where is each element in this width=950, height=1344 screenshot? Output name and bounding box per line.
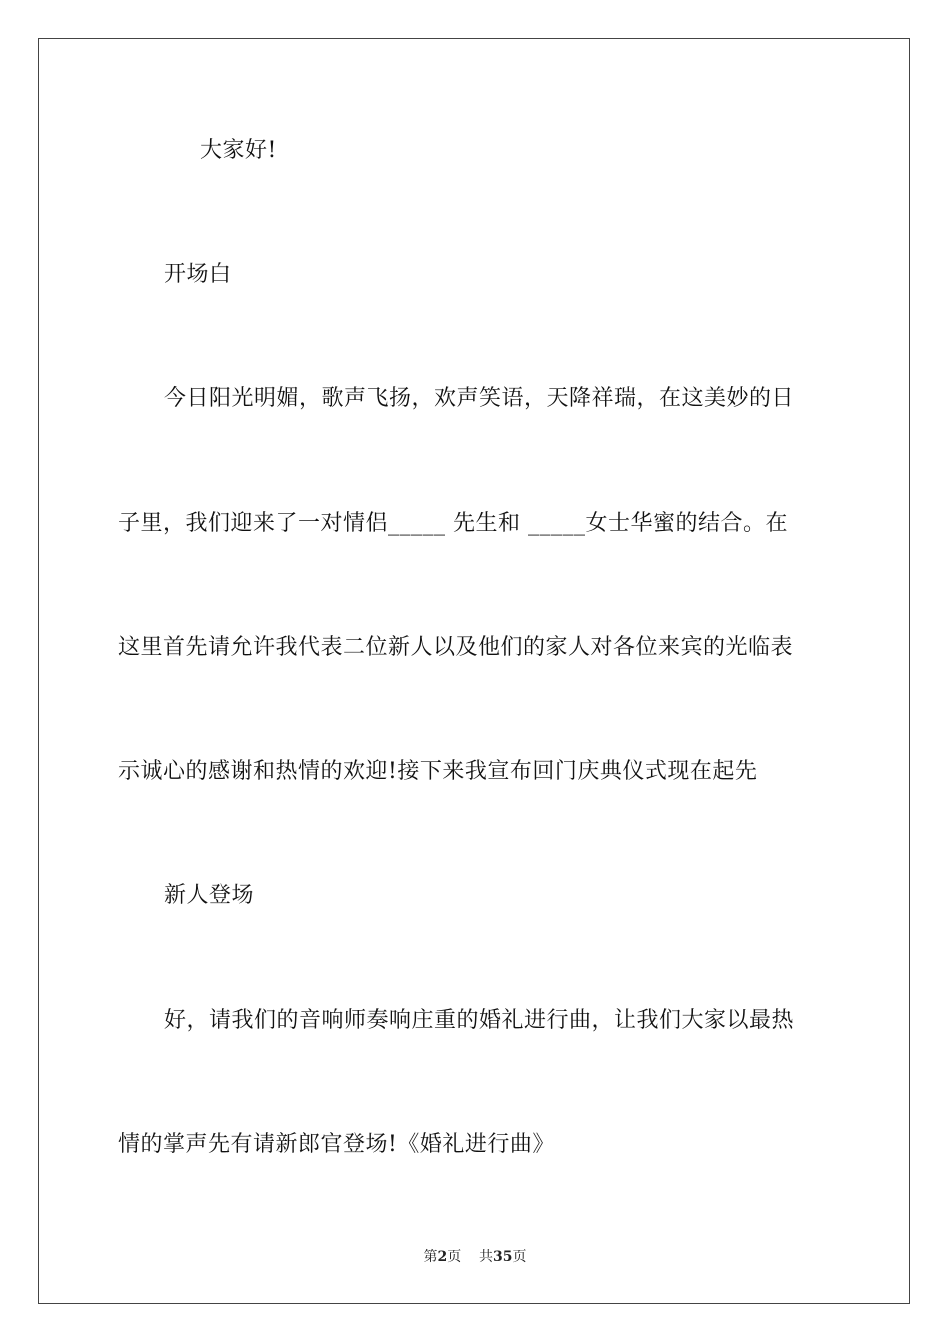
footer-total-pages: 35 (493, 1249, 513, 1265)
footer-page-number: 2 (437, 1249, 448, 1265)
footer-page-prefix: 第 (423, 1249, 438, 1265)
section-heading-opening: 开场白 (164, 262, 232, 287)
section-heading-newlyweds: 新人登场 (164, 883, 255, 908)
footer-total-suffix: 页 (512, 1249, 527, 1265)
footer-total-prefix: 共 (479, 1249, 494, 1265)
greeting-line: 大家好! (200, 138, 277, 163)
paragraph-line-2: 子里，我们迎来了一对情侣_____ 先生和 _____女士华蜜的结合。在 (118, 511, 788, 536)
footer-page-suffix: 页 (447, 1249, 462, 1265)
page-border (38, 38, 910, 1304)
paragraph-line-3: 这里首先请允许我代表二位新人以及他们的家人对各位来宾的光临表 (118, 635, 794, 660)
paragraph-line-1: 今日阳光明媚，歌声飞扬，欢声笑语，天降祥瑞，在这美妙的日 (164, 386, 795, 411)
paragraph-line-4: 示诚心的感谢和热情的欢迎!接下来我宣布回门庆典仪式现在起先 (118, 759, 758, 784)
page-footer (0, 1247, 950, 1267)
paragraph-line-5: 好，请我们的音响师奏响庄重的婚礼进行曲，让我们大家以最热 (164, 1008, 795, 1033)
paragraph-line-6: 情的掌声先有请新郎官登场!《婚礼进行曲》 (118, 1132, 555, 1157)
